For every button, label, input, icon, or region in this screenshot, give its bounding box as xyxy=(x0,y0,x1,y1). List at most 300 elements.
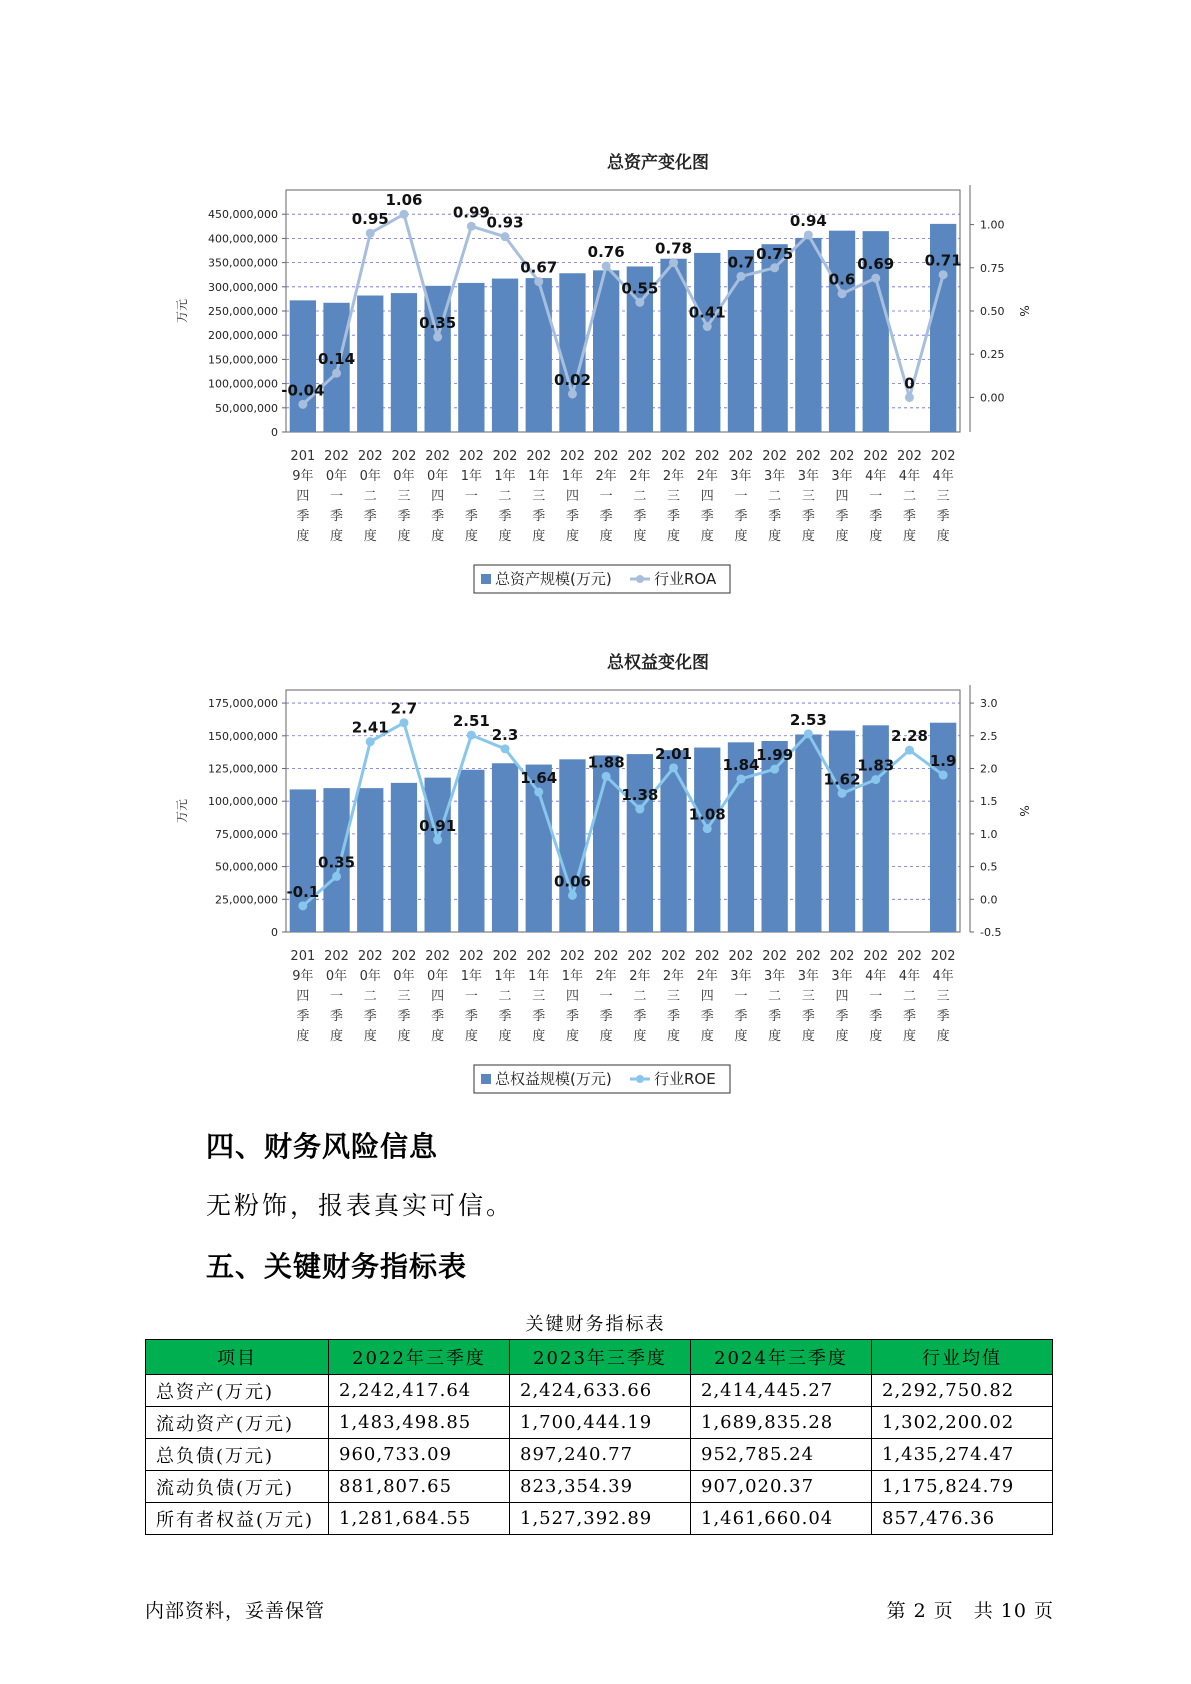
table-row xyxy=(146,1407,1053,1439)
table-header: 2024年三季度 xyxy=(691,1340,872,1375)
bar xyxy=(694,253,720,432)
x-tick-label: 3年 xyxy=(831,469,853,484)
x-tick-label: 季 xyxy=(599,509,613,524)
line-point xyxy=(770,263,779,272)
bar xyxy=(492,279,518,432)
x-tick-label: 季 xyxy=(599,1009,613,1024)
line-point xyxy=(939,771,948,780)
line-point xyxy=(871,775,880,784)
y2-tick-label: 0.75 xyxy=(980,261,1005,275)
y2-axis-title: % xyxy=(1017,305,1031,317)
x-tick-label: 一 xyxy=(599,989,613,1004)
data-label: 0.35 xyxy=(318,853,356,872)
x-tick-label: 度 xyxy=(801,1029,815,1044)
line-point xyxy=(736,774,745,783)
table-cell: 952,785.24 xyxy=(691,1439,872,1471)
y-tick-label: 150,000,000 xyxy=(208,353,278,367)
x-tick-label: 度 xyxy=(498,529,512,544)
x-tick-label: 202 xyxy=(458,449,484,464)
x-tick-label: 度 xyxy=(700,1029,714,1044)
x-tick-label: 0年 xyxy=(427,969,449,984)
data-label: 2.41 xyxy=(351,718,389,737)
line-point xyxy=(433,332,442,341)
line-point xyxy=(332,872,341,881)
x-tick-label: 202 xyxy=(728,449,754,464)
bar xyxy=(795,734,821,932)
table-cell: 857,476.36 xyxy=(872,1503,1053,1535)
x-tick-label: 202 xyxy=(526,949,552,964)
x-tick-label: 9年 xyxy=(292,969,314,984)
data-label: 0.91 xyxy=(419,816,457,835)
x-tick-label: 2年 xyxy=(662,469,685,484)
data-label: 0.94 xyxy=(789,211,827,230)
x-tick-label: 0年 xyxy=(393,469,415,484)
x-tick-label: 四 xyxy=(296,989,310,1004)
x-tick-label: 202 xyxy=(897,449,922,464)
line-point xyxy=(332,369,341,378)
x-tick-label: 三 xyxy=(936,489,950,504)
x-tick-label: 4年 xyxy=(865,969,887,984)
x-tick-label: 2年 xyxy=(595,969,617,984)
x-tick-label: 度 xyxy=(768,1029,782,1044)
table-cell: 流动资产(万元) xyxy=(146,1407,329,1439)
x-tick-label: 202 xyxy=(694,449,720,464)
x-tick-label: 2年 xyxy=(662,969,685,984)
y-tick-label: 150,000,000 xyxy=(208,729,278,743)
x-tick-label: 季 xyxy=(869,509,883,524)
y-axis-title: 万元 xyxy=(175,798,189,824)
x-tick-label: 度 xyxy=(464,529,478,544)
table-cell: 1,483,498.85 xyxy=(329,1407,510,1439)
x-tick-label: 202 xyxy=(458,949,484,964)
x-tick-label: 度 xyxy=(397,529,411,544)
table-cell: 823,354.39 xyxy=(510,1471,691,1503)
data-label: -0.1 xyxy=(286,882,320,901)
x-tick-label: 度 xyxy=(734,1029,748,1044)
line-point xyxy=(501,232,510,241)
x-tick-label: 4年 xyxy=(932,969,954,984)
x-tick-label: 202 xyxy=(627,949,653,964)
table-row xyxy=(146,1471,1053,1503)
y-tick-label: 125,000,000 xyxy=(208,762,278,776)
x-tick-label: 季 xyxy=(902,509,916,524)
bar xyxy=(559,759,585,932)
x-tick-label: 202 xyxy=(762,949,788,964)
data-label: 0.35 xyxy=(419,313,457,332)
x-tick-label: 一 xyxy=(869,489,883,504)
y2-tick-label: 1.00 xyxy=(980,218,1005,232)
x-tick-label: 202 xyxy=(930,949,956,964)
x-tick-label: 202 xyxy=(526,449,552,464)
y-tick-label: 175,000,000 xyxy=(208,697,278,711)
x-tick-label: 3年 xyxy=(764,969,786,984)
x-tick-label: 3年 xyxy=(797,469,819,484)
x-tick-label: 1年 xyxy=(494,969,516,984)
table-header: 行业均值 xyxy=(872,1340,1053,1375)
x-tick-label: 四 xyxy=(296,489,310,504)
x-tick-label: 度 xyxy=(330,529,344,544)
line-point xyxy=(669,258,678,267)
x-tick-label: 度 xyxy=(936,1029,950,1044)
chart-title: 总权益变化图 xyxy=(607,653,709,673)
legend-label: 总资产规模(万元) xyxy=(495,570,612,588)
bar xyxy=(660,259,686,432)
footer-note: 内部资料，妥善保管 xyxy=(145,1600,326,1622)
x-tick-label: 201 xyxy=(290,949,316,964)
line-point xyxy=(703,322,712,331)
table-cell: 897,240.77 xyxy=(510,1439,691,1471)
x-tick-label: 202 xyxy=(930,449,956,464)
x-tick-label: 四 xyxy=(565,489,579,504)
x-tick-label: 度 xyxy=(431,1029,445,1044)
x-tick-label: 度 xyxy=(532,1029,546,1044)
data-label: 2.51 xyxy=(452,712,490,731)
x-tick-label: 度 xyxy=(296,529,310,544)
line-point xyxy=(635,298,644,307)
x-tick-label: 202 xyxy=(324,449,349,464)
x-tick-label: 1年 xyxy=(460,469,482,484)
legend-label: 行业ROE xyxy=(654,1070,716,1088)
x-tick-label: 度 xyxy=(363,529,377,544)
line-point xyxy=(298,400,307,409)
line-point xyxy=(905,393,914,402)
data-label: 0.75 xyxy=(756,244,794,263)
x-tick-label: 0年 xyxy=(325,469,348,484)
x-tick-label: 201 xyxy=(290,449,316,464)
x-tick-label: 202 xyxy=(863,949,889,964)
x-tick-label: 三 xyxy=(532,989,546,1004)
x-tick-label: 季 xyxy=(835,509,849,524)
y-tick-label: 200,000,000 xyxy=(208,329,278,343)
table-cell: 1,527,392.89 xyxy=(510,1503,691,1535)
x-tick-label: 四 xyxy=(835,489,849,504)
line-point xyxy=(433,835,442,844)
data-label: 1.08 xyxy=(688,805,726,824)
x-tick-label: 4年 xyxy=(865,469,887,484)
x-tick-label: 二 xyxy=(363,489,377,504)
x-tick-label: 202 xyxy=(593,449,619,464)
bar xyxy=(357,296,383,432)
line-point xyxy=(871,274,880,283)
table-cell: 1,302,200.02 xyxy=(872,1407,1053,1439)
data-label: 1.06 xyxy=(385,191,423,210)
x-tick-label: 202 xyxy=(357,449,383,464)
bar xyxy=(829,731,855,932)
line-point xyxy=(804,230,813,239)
x-tick-label: 0年 xyxy=(359,469,381,484)
x-tick-label: 季 xyxy=(768,509,782,524)
table-caption: 关键财务指标表 xyxy=(525,1314,666,1335)
line-point xyxy=(366,229,375,238)
bar xyxy=(391,293,417,432)
x-tick-label: 季 xyxy=(667,1009,681,1024)
line-point xyxy=(770,765,779,774)
x-tick-label: 度 xyxy=(667,1029,681,1044)
data-label: 2.01 xyxy=(655,744,693,763)
section4-heading: 四、财务风险信息 xyxy=(206,1130,439,1163)
bar xyxy=(425,778,451,932)
data-label: 0.78 xyxy=(655,239,693,258)
x-tick-label: 度 xyxy=(397,1029,411,1044)
data-label: 0.71 xyxy=(924,251,962,270)
bar xyxy=(290,789,316,932)
x-tick-label: 度 xyxy=(599,529,613,544)
x-tick-label: 202 xyxy=(863,449,889,464)
data-label: 0 xyxy=(904,374,915,393)
x-tick-label: 202 xyxy=(425,449,451,464)
x-tick-label: 二 xyxy=(768,989,782,1004)
table-cell: 1,689,835.28 xyxy=(691,1407,872,1439)
x-tick-label: 四 xyxy=(431,989,445,1004)
data-label: 0.02 xyxy=(553,370,591,389)
x-tick-label: 度 xyxy=(633,529,647,544)
data-label: 2.7 xyxy=(390,699,418,718)
table-cell: 总资产(万元) xyxy=(146,1375,329,1407)
x-tick-label: 季 xyxy=(768,1009,782,1024)
x-tick-label: 度 xyxy=(565,529,579,544)
y2-tick-label: 0.0 xyxy=(980,893,998,907)
x-tick-label: 季 xyxy=(734,1009,748,1024)
bar xyxy=(290,300,316,432)
y-tick-label: 450,000,000 xyxy=(208,208,278,222)
x-tick-label: 一 xyxy=(330,989,344,1004)
x-tick-label: 2年 xyxy=(696,469,718,484)
data-label: 0.99 xyxy=(452,203,490,222)
x-tick-label: 季 xyxy=(498,509,512,524)
x-tick-label: 4年 xyxy=(932,469,954,484)
x-tick-label: 二 xyxy=(363,989,377,1004)
x-tick-label: 202 xyxy=(425,949,451,964)
x-tick-label: 二 xyxy=(768,489,782,504)
x-tick-label: 202 xyxy=(728,949,754,964)
x-tick-label: 季 xyxy=(330,509,344,524)
x-tick-label: 三 xyxy=(397,489,411,504)
line-point xyxy=(602,262,611,271)
data-label: 0.93 xyxy=(486,213,524,232)
x-tick-label: 9年 xyxy=(292,469,314,484)
x-tick-label: 2年 xyxy=(696,969,718,984)
bar xyxy=(458,770,484,932)
y-tick-label: 0 xyxy=(271,926,278,939)
data-label: 0.67 xyxy=(520,258,558,277)
table-cell: 907,020.37 xyxy=(691,1471,872,1503)
x-tick-label: 202 xyxy=(694,949,720,964)
bar xyxy=(762,244,788,432)
page-number: 第 2 页 共 10 页 xyxy=(886,1600,1054,1622)
line-point xyxy=(534,788,543,797)
table-cell: 1,435,274.47 xyxy=(872,1439,1053,1471)
x-tick-label: 1年 xyxy=(528,969,550,984)
x-tick-label: 季 xyxy=(936,1009,950,1024)
bar xyxy=(627,754,653,932)
x-tick-label: 1年 xyxy=(494,469,516,484)
x-tick-label: 一 xyxy=(464,489,478,504)
x-tick-label: 四 xyxy=(835,989,849,1004)
y2-tick-label: 0.00 xyxy=(980,391,1005,405)
x-tick-label: 3年 xyxy=(730,469,752,484)
table-header-row xyxy=(146,1340,1053,1375)
line-point xyxy=(939,270,948,279)
table-cell: 960,733.09 xyxy=(329,1439,510,1471)
x-tick-label: 度 xyxy=(768,529,782,544)
data-label: 1.84 xyxy=(722,755,760,774)
x-tick-label: 季 xyxy=(936,509,950,524)
table-cell: 2,292,750.82 xyxy=(872,1375,1053,1407)
x-tick-label: 4年 xyxy=(898,469,921,484)
x-tick-label: 度 xyxy=(869,529,883,544)
x-tick-label: 季 xyxy=(296,509,310,524)
data-label: 1.38 xyxy=(621,786,659,805)
x-tick-label: 度 xyxy=(633,1029,647,1044)
bar xyxy=(795,238,821,432)
table-header: 项目 xyxy=(146,1340,329,1375)
x-tick-label: 3年 xyxy=(797,969,819,984)
x-tick-label: 四 xyxy=(431,489,445,504)
x-tick-label: 三 xyxy=(667,989,681,1004)
y2-tick-label: 0.5 xyxy=(980,860,998,874)
x-tick-label: 202 xyxy=(560,949,585,964)
x-tick-label: 三 xyxy=(801,989,815,1004)
y2-axis-title: % xyxy=(1017,805,1031,817)
x-tick-label: 一 xyxy=(599,489,613,504)
x-tick-label: 四 xyxy=(565,989,579,1004)
x-tick-label: 季 xyxy=(801,509,815,524)
x-tick-label: 三 xyxy=(801,489,815,504)
x-tick-label: 202 xyxy=(391,449,417,464)
line-point xyxy=(838,789,847,798)
x-tick-label: 3年 xyxy=(730,969,752,984)
line-point xyxy=(467,731,476,740)
y2-tick-label: -0.5 xyxy=(980,926,1002,939)
x-tick-label: 季 xyxy=(633,1009,647,1024)
data-label: 0.41 xyxy=(688,303,726,322)
y2-tick-label: 3.0 xyxy=(980,697,998,711)
x-tick-label: 度 xyxy=(363,1029,377,1044)
x-tick-label: 202 xyxy=(560,449,585,464)
x-tick-label: 202 xyxy=(795,949,821,964)
x-tick-label: 季 xyxy=(532,509,546,524)
table-cell: 2,414,445.27 xyxy=(691,1375,872,1407)
y-axis-title: 万元 xyxy=(175,298,189,324)
x-tick-label: 度 xyxy=(936,529,950,544)
x-tick-label: 季 xyxy=(565,509,579,524)
x-tick-label: 度 xyxy=(431,529,445,544)
x-tick-label: 季 xyxy=(565,1009,579,1024)
x-tick-label: 度 xyxy=(902,1029,916,1044)
data-label: 2.3 xyxy=(491,725,519,744)
data-label: -0.04 xyxy=(281,381,325,400)
chart-title: 总资产变化图 xyxy=(607,153,709,173)
line-point xyxy=(568,891,577,900)
x-tick-label: 季 xyxy=(296,1009,310,1024)
line-point xyxy=(501,744,510,753)
x-tick-label: 一 xyxy=(330,489,344,504)
table-cell: 所有者权益(万元) xyxy=(146,1503,329,1535)
legend-swatch-bar xyxy=(481,1074,491,1084)
x-tick-label: 季 xyxy=(700,509,714,524)
legend-label: 总权益规模(万元) xyxy=(495,1070,612,1088)
line-point xyxy=(399,718,408,727)
x-tick-label: 1年 xyxy=(561,469,584,484)
y-tick-label: 100,000,000 xyxy=(208,795,278,809)
line-point xyxy=(298,901,307,910)
x-tick-label: 二 xyxy=(902,489,916,504)
data-label: 1.83 xyxy=(857,756,895,775)
table-row xyxy=(146,1503,1053,1535)
x-tick-label: 季 xyxy=(330,1009,344,1024)
x-tick-label: 4年 xyxy=(898,969,921,984)
data-label: 0.06 xyxy=(553,872,591,891)
x-tick-label: 一 xyxy=(464,989,478,1004)
x-tick-label: 季 xyxy=(498,1009,512,1024)
table-cell: 2,424,633.66 xyxy=(510,1375,691,1407)
x-tick-label: 季 xyxy=(801,1009,815,1024)
section4-text: 无粉饰，报表真实可信。 xyxy=(206,1191,515,1220)
line-point xyxy=(905,746,914,755)
x-tick-label: 度 xyxy=(667,529,681,544)
total-assets-chart-svg xyxy=(0,140,1191,600)
x-tick-label: 202 xyxy=(661,449,686,464)
x-tick-label: 度 xyxy=(464,1029,478,1044)
table-row xyxy=(146,1439,1053,1471)
table-cell: 1,281,684.55 xyxy=(329,1503,510,1535)
x-tick-label: 二 xyxy=(902,989,916,1004)
x-tick-label: 202 xyxy=(324,949,349,964)
x-tick-label: 季 xyxy=(700,1009,714,1024)
table-cell: 流动负债(万元) xyxy=(146,1471,329,1503)
bar xyxy=(593,270,619,432)
line-point xyxy=(804,729,813,738)
table-cell: 881,807.65 xyxy=(329,1471,510,1503)
x-tick-label: 二 xyxy=(498,989,512,1004)
x-tick-label: 三 xyxy=(667,489,681,504)
x-tick-label: 度 xyxy=(835,529,849,544)
x-tick-label: 202 xyxy=(357,949,383,964)
x-tick-label: 度 xyxy=(532,529,546,544)
x-tick-label: 季 xyxy=(902,1009,916,1024)
data-label: 0.55 xyxy=(621,279,659,298)
x-tick-label: 度 xyxy=(296,1029,310,1044)
x-tick-label: 202 xyxy=(829,449,855,464)
table-cell: 1,175,824.79 xyxy=(872,1471,1053,1503)
data-label: 0.7 xyxy=(727,253,755,272)
x-tick-label: 202 xyxy=(795,449,821,464)
y-tick-label: 400,000,000 xyxy=(208,232,278,246)
x-tick-label: 季 xyxy=(431,1009,445,1024)
x-tick-label: 3年 xyxy=(831,969,853,984)
x-tick-label: 季 xyxy=(431,509,445,524)
data-label: 0.6 xyxy=(828,270,856,289)
x-tick-label: 度 xyxy=(330,1029,344,1044)
table-cell: 1,461,660.04 xyxy=(691,1503,872,1535)
x-tick-label: 季 xyxy=(734,509,748,524)
line-point xyxy=(467,222,476,231)
line-point xyxy=(366,737,375,746)
x-tick-label: 度 xyxy=(902,529,916,544)
x-tick-label: 202 xyxy=(897,949,922,964)
data-label: 1.88 xyxy=(587,753,625,772)
line-point xyxy=(838,289,847,298)
bar xyxy=(694,748,720,932)
x-tick-label: 2年 xyxy=(629,469,651,484)
x-tick-label: 四 xyxy=(700,989,714,1004)
x-tick-label: 3年 xyxy=(764,469,786,484)
x-tick-label: 度 xyxy=(565,1029,579,1044)
x-tick-label: 一 xyxy=(734,989,748,1004)
y2-tick-label: 0.50 xyxy=(980,305,1005,318)
x-tick-label: 度 xyxy=(599,1029,613,1044)
bar xyxy=(492,763,518,932)
